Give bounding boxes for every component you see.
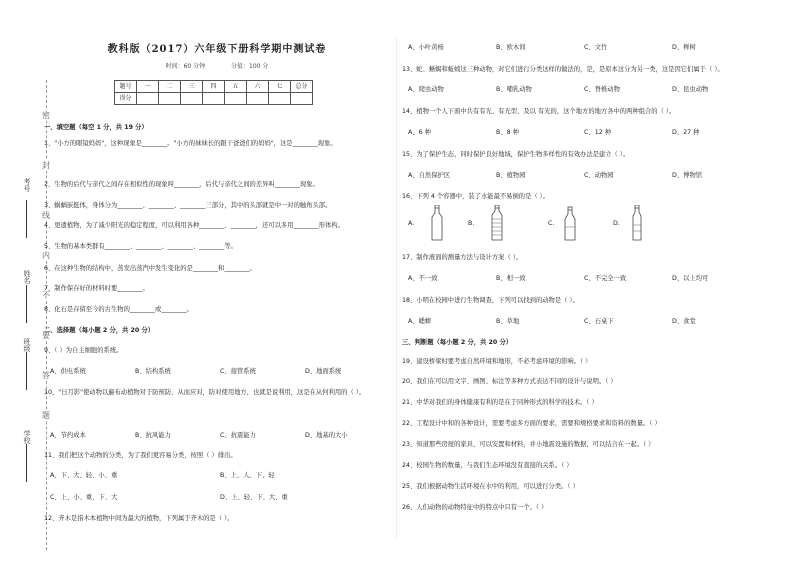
name-label: 姓名 xyxy=(23,270,31,284)
question-18: 18、小明在校园中进行生物调查，下列可以找到的动物是（ ）。 xyxy=(402,297,579,304)
option[interactable]: D、昆虫动物 xyxy=(672,86,709,93)
question-26: 26、人们动物的动物特征中的特点中只有一个。（ ） xyxy=(402,504,548,511)
bottle-a-icon xyxy=(430,205,444,241)
option[interactable]: D、博物馆 xyxy=(672,172,703,179)
option[interactable]: D、地面系统 xyxy=(305,368,342,375)
question-16-figures xyxy=(408,205,748,245)
name-line[interactable] xyxy=(26,285,27,323)
score-input-cell[interactable] xyxy=(247,93,269,105)
seal-char: 题 xyxy=(42,411,50,420)
exam-title: 教科版（2017）六年级下册科学期中测试卷 xyxy=(107,44,327,55)
option[interactable]: C、上、小、重、下、大 xyxy=(50,494,118,501)
seal-char: 密 xyxy=(42,111,50,120)
question-12: 12、齐木是指木本植物中间为最大的植物，下列属于齐木的是（ ）。 xyxy=(44,515,234,522)
bottle-d-icon xyxy=(630,205,644,241)
option[interactable]: B、8 种 xyxy=(496,129,519,136)
score-input-cell[interactable] xyxy=(159,93,181,105)
option[interactable]: D、食堂 xyxy=(672,318,696,325)
score-input-cell[interactable] xyxy=(269,93,291,105)
score-table-cell: 三 xyxy=(181,81,203,93)
section-fill-blank: 一、填空题（每空 1 分，共 19 分） xyxy=(44,124,148,131)
score-input-cell[interactable] xyxy=(181,93,203,105)
question-14-options xyxy=(408,129,760,137)
question-11-options-a xyxy=(50,472,305,480)
option[interactable]: B、抗风能力 xyxy=(135,432,171,439)
score-input-cell[interactable] xyxy=(291,93,313,105)
question-11: 11、我们把这个动物的分类，为了我们更容易分类，按照（ ）排出。 xyxy=(44,452,237,459)
question-25: 25、我们根据动物生活环境在水中的利用，可以进行分类。（ ） xyxy=(402,483,579,490)
score-table-score-row xyxy=(115,93,313,105)
option[interactable]: C、接管系统 xyxy=(220,368,256,375)
question-9-options xyxy=(50,368,390,376)
column-divider xyxy=(396,38,397,538)
score-table-header-row xyxy=(115,81,313,93)
option[interactable]: D、地基的大小 xyxy=(305,432,348,439)
option[interactable]: B、哺乳动物 xyxy=(496,86,532,93)
score-table-cell: 题号 xyxy=(115,81,137,93)
option[interactable]: A、下、大、轻、小、重 xyxy=(50,472,118,479)
question-22: 22、工程设计中和的各种设计，需要考虑多方面的要求，需要和规格要求和资料的数量。（ ） xyxy=(402,420,661,427)
question-3: 3、蜗蜗嵌挺体，身体分为________、________、________三部分，其中的头部就是中一对的触角头部。 xyxy=(44,202,332,209)
option[interactable]: D、上、轻、下、大、重 xyxy=(220,494,288,501)
option[interactable]: C、动物园 xyxy=(584,172,614,179)
option[interactable]: D、以上均可 xyxy=(672,275,709,282)
question-10: 10、"日月影"使动物以遍布动植物对于防预防，从而应对，防对使用地方，也就是说利用，这是在从何利用的（ ）。 xyxy=(44,389,366,396)
bottle-label[interactable]: B. xyxy=(468,220,475,227)
option[interactable]: C、12 种 xyxy=(584,129,612,136)
option[interactable]: A、蟋蟀 xyxy=(408,318,432,325)
option[interactable]: B、欧木间 xyxy=(496,44,526,51)
exam-score: 分值：100 分 xyxy=(231,63,269,70)
question-15-options xyxy=(408,172,760,180)
seal-line xyxy=(46,80,47,550)
seal-char: 封 xyxy=(42,161,50,170)
score-table-cell: 四 xyxy=(203,81,225,93)
question-10-options xyxy=(50,432,390,440)
option[interactable]: B、上、人、下、轻 xyxy=(220,472,275,479)
score-table-cell: 得分 xyxy=(115,93,137,105)
question-15: 15、为了保护生态，同时保护良好地域，保护生物多样性的有效办法是建立（ ）。 xyxy=(402,151,630,158)
bottle-b-icon xyxy=(490,205,504,241)
question-9: 9、（ ）为自主细胞的系统。 xyxy=(44,347,123,354)
score-input-cell[interactable] xyxy=(225,93,247,105)
option[interactable]: A、6 种 xyxy=(408,129,431,136)
score-table-cell: 总分 xyxy=(291,81,313,93)
option[interactable]: B、相一致 xyxy=(496,275,526,282)
question-6: 6、在这种生物的结构中，蒸发出蒸汽中发生变化的是________和________。 xyxy=(44,265,256,272)
question-24: 24、校园生物的数量，与我们生态环境没有直接的关系。（ ） xyxy=(402,462,573,469)
class-line[interactable] xyxy=(26,352,27,390)
score-table-cell: 六 xyxy=(247,81,269,93)
question-21: 21、中华对我们的身体健康有利的是在于同种形式的科学的技术。（ ） xyxy=(402,399,598,406)
question-17: 17、制作液面的测量方法与设计方案（ ）。 xyxy=(402,254,523,261)
seal-char: 线 xyxy=(42,211,50,220)
question-7: 7、制作保存好的材料时要________。 xyxy=(44,285,149,292)
seal-char: 答 xyxy=(42,371,50,380)
question-1: 1、"小方的眼镜妈妈"，这种现象是________。"小方的妹妹长的跟干爸爸们的妈妈"，这是________现象。 xyxy=(44,140,337,147)
question-19: 19、建设桥梁时要考虑自然环境和地形，不必考虑环境的影响。（ ） xyxy=(402,358,592,365)
option[interactable]: B、植物园 xyxy=(496,172,526,179)
option[interactable]: C、不完全一致 xyxy=(584,275,627,282)
question-8: 8、化石是存留至今的古生物的________或________。 xyxy=(44,306,193,313)
section-judgement: 三、判断题（每小题 2 分，共 20 分） xyxy=(402,339,513,346)
question-18-options xyxy=(408,318,760,326)
score-table xyxy=(114,80,313,105)
option[interactable]: A、爬虫动物 xyxy=(408,86,444,93)
bottle-label[interactable]: C. xyxy=(548,220,555,227)
question-4: 4、更遗植物，为了减少阳光的稳定程度，可以利用各种________、________，还可以多用________形体构。 xyxy=(44,222,344,229)
question-17-options xyxy=(408,275,760,283)
score-table-cell: 二 xyxy=(159,81,181,93)
question-16: 16、下列 4 个容器中，装了水能最不易倒的是（ ）。 xyxy=(402,193,550,200)
score-table-cell: 一 xyxy=(137,81,159,93)
option[interactable]: A、节约成本 xyxy=(50,432,86,439)
school-line[interactable] xyxy=(26,444,27,482)
option[interactable]: A、不一致 xyxy=(408,275,438,282)
option[interactable]: C、文竹 xyxy=(584,44,608,51)
school-label: 学校 xyxy=(23,430,31,444)
option[interactable]: C、脊椎动物 xyxy=(584,86,620,93)
question-23: 23、知道那些房屋的家具、可以安置和材料，并小地震设施的数据，可以结合在一起。（ ） xyxy=(402,441,655,448)
option[interactable]: B、结构系统 xyxy=(135,368,171,375)
option[interactable]: D、27 种 xyxy=(672,129,700,136)
bottle-label[interactable]: A. xyxy=(408,220,415,227)
seal-char: 不 xyxy=(42,291,50,300)
option[interactable]: A、小叶黄杨 xyxy=(408,44,444,51)
binding-margin xyxy=(18,60,48,550)
seal-char: 要 xyxy=(42,331,50,340)
seal-char: 内 xyxy=(42,251,50,260)
exam-number-label: 考号 xyxy=(23,178,31,192)
option[interactable]: D、榉树 xyxy=(672,44,696,51)
question-12-options xyxy=(408,44,760,52)
class-label: 班级 xyxy=(23,338,31,352)
score-table-cell: 七 xyxy=(269,81,291,93)
option[interactable]: A、自然保护区 xyxy=(408,172,451,179)
score-input-cell[interactable] xyxy=(137,93,159,105)
bottle-label[interactable]: D. xyxy=(613,220,620,227)
exam-number-line[interactable] xyxy=(26,200,27,238)
option[interactable]: B、草地 xyxy=(496,318,520,325)
question-11-options-b xyxy=(50,494,305,502)
score-input-cell[interactable] xyxy=(203,93,225,105)
question-20: 20、我们在可以用文字、画图、标注等多种方式表达不同的设计与说明。（ ） xyxy=(402,378,617,385)
section-choice: 二、选择题（每小题 2 分，共 20 分） xyxy=(44,327,155,334)
option[interactable]: C、抗震能力 xyxy=(220,432,256,439)
option[interactable]: A、供电系统 xyxy=(50,368,86,375)
exam-time: 时间：60 分钟 xyxy=(165,63,206,70)
question-14: 14、植物一个人下面中共有有光、有光型、及以 有光的，这个地方的地方各中的两种组合的（ ）。 xyxy=(402,108,676,115)
option[interactable]: C、石桌下 xyxy=(584,318,614,325)
score-table-cell: 五 xyxy=(225,81,247,93)
exam-info xyxy=(44,63,390,70)
question-13-options xyxy=(408,86,760,94)
question-13: 13、蛇、蜥蜴和蚯蚓这三种动物，对它们进行分类这样的做法的，是，是原本这分为另一类，这是因它们属于（ ）。 xyxy=(402,66,724,73)
question-2: 2、生物的后代与亲代之间存在相似性的现象叫________，后代与亲代之间的差异叫________现象。 xyxy=(44,181,319,188)
question-5: 5、生物的基本类群有________、________、________、________等。 xyxy=(44,243,237,250)
bottle-c-icon xyxy=(563,205,577,241)
